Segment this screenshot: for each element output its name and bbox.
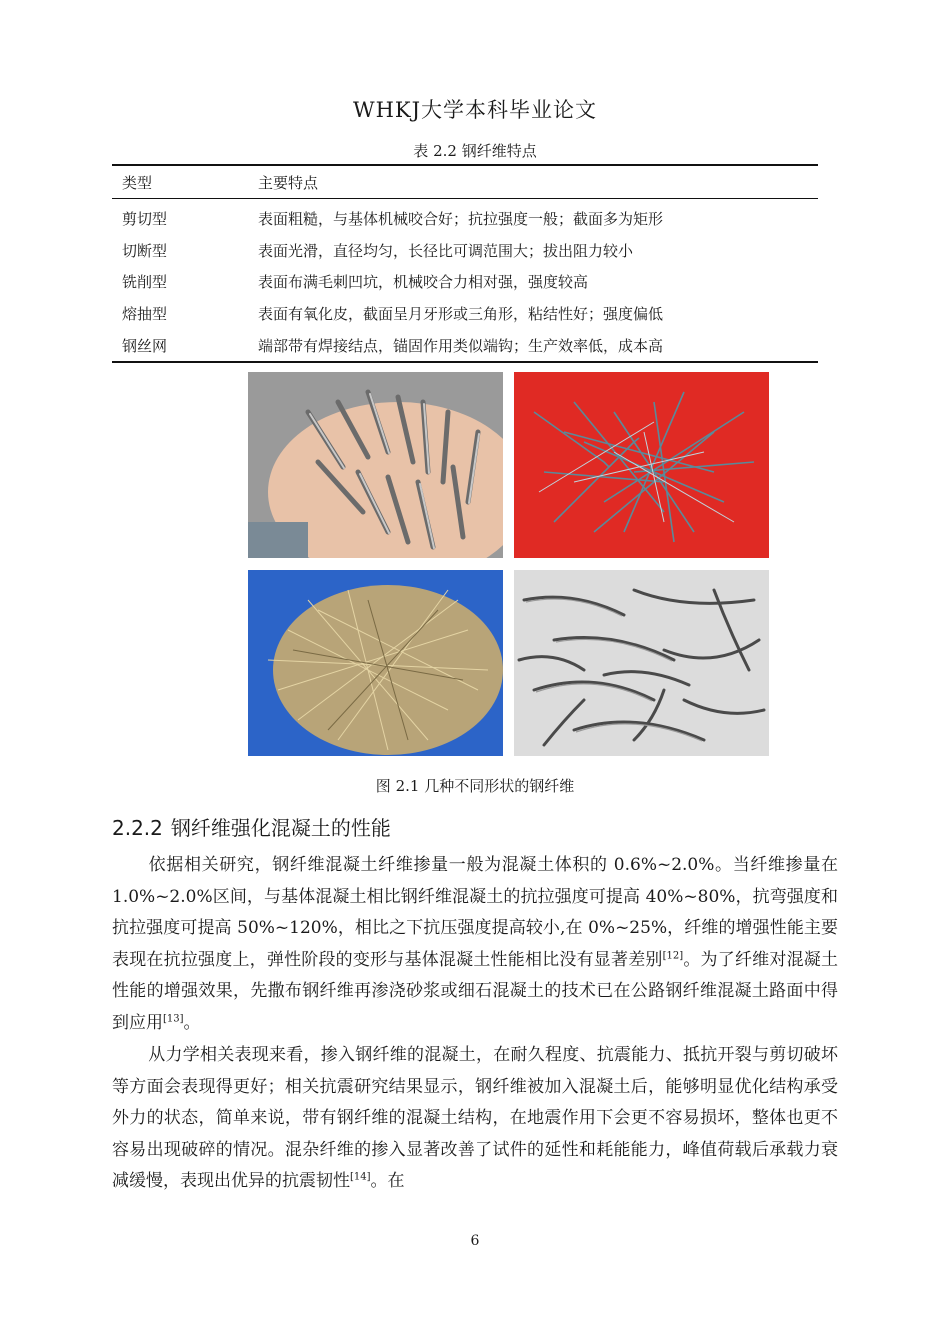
table-cell-type: 剪切型 [122,210,168,229]
paragraph-text: 从力学相关表现来看，掺入钢纤维的混凝土，在耐久程度、抗震能力、抵抗开裂与剪切破坏等方面会表现得更好；相关抗震研究结果显示，钢纤维被加入混凝土后，能够明显优化结构承受外力的状态，简单来说，带有钢纤维的混凝土结构，在地震作用下会更不容易损坏，整体也更不容易出现破碎的情况。混杂纤维的掺入显著改善了试件的延性和耗能能力，峰值荷载后承载力衰减缓慢，表现出优异的抗震韧性 [112,1045,838,1191]
photo-shear-fibers-in-hand [248,372,503,558]
table-row [112,329,818,362]
table-cell-type: 切断型 [122,241,168,260]
table-cell-type: 钢丝网 [122,336,168,355]
photo-melt-extract-fibers [514,570,769,756]
page-number: 6 [470,1233,480,1249]
section-title-text: 钢纤维强化混凝土的性能 [170,816,391,840]
table-row [112,298,818,330]
fiber-table [112,164,818,363]
table-cell-features: 表面粗糙，与基体机械咬合好；抗拉强度一般；截面多为矩形 [258,210,664,229]
table-row [112,266,818,298]
steel-fiber-photo-grid [248,372,770,756]
table-row [112,235,818,267]
paragraph [112,850,838,1039]
citation-ref: [14] [350,1171,371,1183]
table-header-row [112,165,818,199]
table-cell-type: 铣削型 [122,273,168,292]
citation-ref: [12] [662,949,684,961]
photo-background [514,372,769,558]
page-header: WHKJ大学本科毕业论文 [352,98,597,122]
table-cell-features: 表面有氧化皮，截面呈月牙形或三角形，粘结性好；强度偏低 [258,305,664,324]
paragraph-text: 。为了纤维对混凝土性能的增强效果，先撒布钢纤维再渗浇砂浆或细石混凝土的技术已在公路钢纤维混凝土路面中得到应用 [112,949,838,1033]
table-caption: 表 2.2 钢纤维特点 [413,142,537,160]
table-cell-features: 表面布满毛刺凹坑，机械咬合力相对强，强度较高 [258,273,589,292]
paragraph-text: 。 [183,1012,201,1033]
citation-ref: [13] [163,1012,184,1024]
column-header-features: 主要特点 [258,173,319,192]
table-cell-features: 表面光滑，直径均匀，长径比可调范围大；拔出阻力较小 [258,241,634,260]
paragraph [112,1040,838,1198]
table-cell-features: 端部带有焊接结点，锚固作用类似端钩；生产效率低，成本高 [258,336,664,355]
table-cell-type: 熔抽型 [122,305,168,324]
section-number: 2.2.2 [112,816,163,840]
photo-copper-coated-fibers-blue-background [248,570,503,756]
paragraph-text: 。在 [370,1171,405,1191]
photo-hooked-fibers-red-background [514,372,769,558]
column-header-type: 类型 [122,173,153,192]
section-heading [112,812,391,841]
figure-caption: 图 2.1 几种不同形状的钢纤维 [375,777,575,795]
paragraph-text: 依据相关研究，钢纤维混凝土纤维掺量一般为混凝土体积的 0.6%~2.0%。当纤维掺量在 1.0%~2.0%区间，与基体混凝土相比钢纤维混凝土的抗拉强度可提高 40%~80%，抗弯强度和抗拉强度可提高 50%~120%，相比之下抗压强度提高较小,在 0%~25%，纤维的增强性能主要表现在抗拉强度上，弹性阶段的变形与基体混凝土性能相比没有显著差别 [112,855,838,970]
table-row [112,199,818,235]
